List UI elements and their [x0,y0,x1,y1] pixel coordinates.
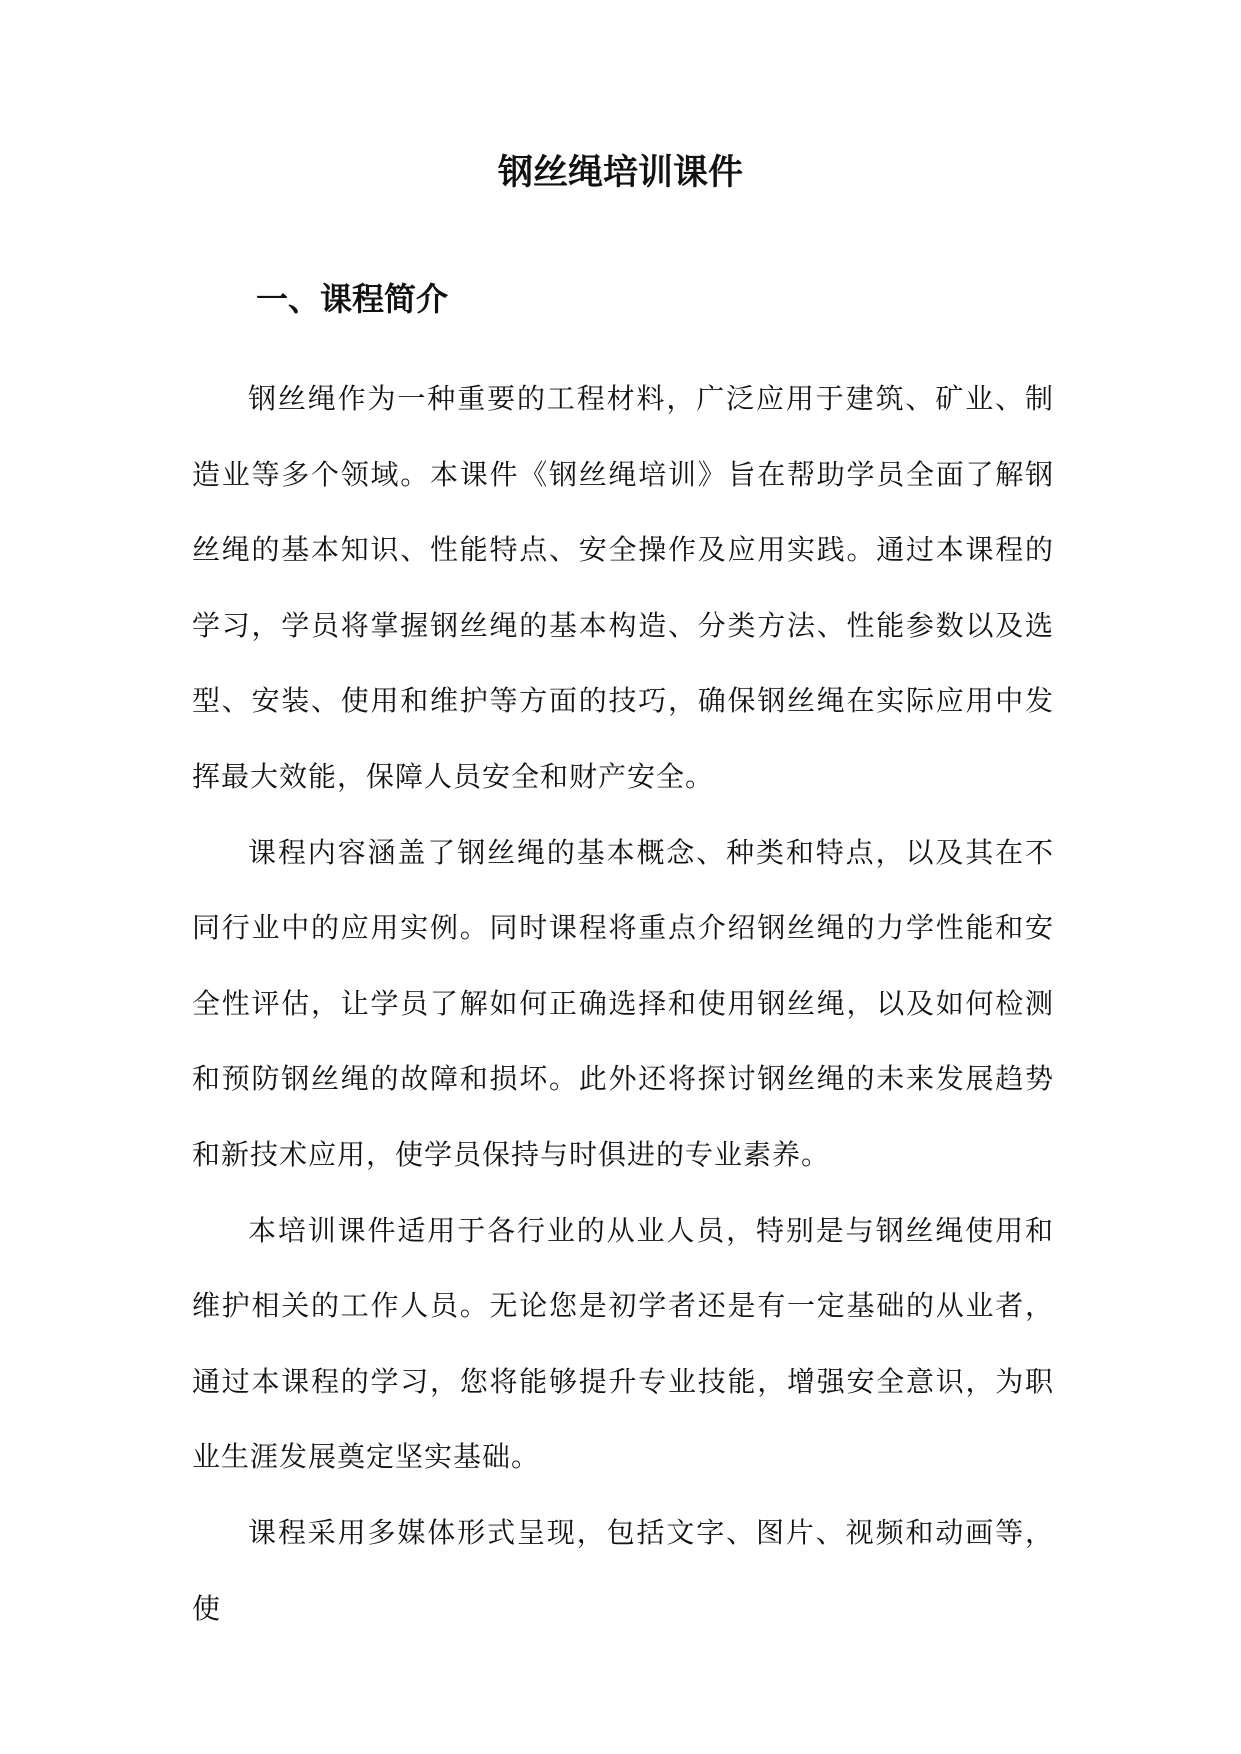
paragraph: 课程采用多媒体形式呈现，包括文字、图片、视频和动画等，使 [192,1515,1054,1625]
section-body [192,361,1054,1646]
section-heading: 一、课程简介 [256,280,449,318]
paragraph: 本培训课件适用于各行业的从业人员，特别是与钢丝绳使用和维护相关的工作人员。无论您是初学者还是有一定基础的从业者，通过本课程的学习，您将能够提升专业技能，增强安全意识，为职业生涯发展奠定坚实基础。 [192,1213,1054,1474]
paragraph: 钢丝绳作为一种重要的工程材料，广泛应用于建筑、矿业、制造业等多个领域。本课件《钢丝绳培训》旨在帮助学员全面了解钢丝绳的基本知识、性能特点、安全操作及应用实践。通过本课程的学习，学员将掌握钢丝绳的基本构造、分类方法、性能参数以及选型、安装、使用和维护等方面的技巧，确保钢丝绳在实际应用中发挥最大效能，保障人员安全和财产安全。 [192,382,1054,793]
document-title: 钢丝绳培训课件 [497,152,743,193]
paragraph: 课程内容涵盖了钢丝绳的基本概念、种类和特点，以及其在不同行业中的应用实例。同时课程将重点介绍钢丝绳的力学性能和安全性评估，让学员了解如何正确选择和使用钢丝绳，以及如何检测和预防钢丝绳的故障和损坏。此外还将探讨钢丝绳的未来发展趋势和新技术应用，使学员保持与时俱进的专业素养。 [192,835,1054,1171]
